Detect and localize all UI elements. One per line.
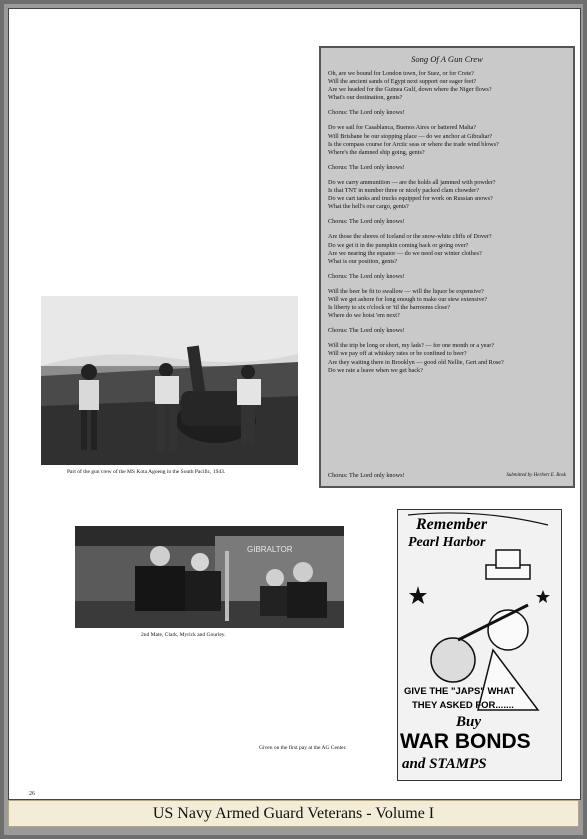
poem-line: Will we pay off at whiskey rates or be confined to beer? <box>328 350 467 358</box>
poem-line: Are we headed for the Guinea Gulf, down where the Niger flows? <box>328 86 492 94</box>
chorus-line: Chorus: The Lord only knows! <box>328 218 405 226</box>
poem-line: Will Brisbane be our stopping place — do we anchor at Gibraltar? <box>328 132 493 140</box>
poem-line: Do we carry ammunition — are the holds all jammed with powder? <box>328 178 496 186</box>
poem-line: Will we get ashore for long enough to make our stew extensive? <box>328 295 488 303</box>
mates-sign-text: GIBRALTOR <box>247 545 293 554</box>
poster-pearl-harbor: Pearl Harbor <box>408 535 486 550</box>
poem-line: Is that TNT in number three or nicely packed clam chowder? <box>328 187 479 195</box>
footer-banner <box>8 800 579 827</box>
poster-buy: Buy <box>456 714 482 730</box>
poem-line: What is our position, gents? <box>328 257 398 265</box>
poem-line: Will the trip be long or short, my lads? — for one month or a year? <box>328 342 495 350</box>
poem-title: Song Of A Gun Crew <box>411 54 483 64</box>
poster-caption: Given on the first pay at the AG Center. <box>259 745 347 751</box>
poster-war-bonds: WAR BONDS <box>400 730 531 753</box>
poem-line: Do we cart tanks and trucks equipped for work on Russian snows? <box>328 195 493 203</box>
poem-line: Where's the damned ship going, gents? <box>328 148 425 156</box>
chorus-line: Chorus: The Lord only knows! <box>328 272 405 280</box>
stanza <box>328 70 566 102</box>
poem-line: What's our destination, gents? <box>328 94 403 102</box>
stanza <box>328 288 566 320</box>
poem-line: What the hell's our cargo, gents? <box>328 203 409 211</box>
poem-line: Will the beer be fit to swallow — will the liquor be expensive? <box>328 287 484 295</box>
stanza <box>328 179 566 211</box>
poem-line: Is the compass course for Arctic seas or where the trade wind blows? <box>328 140 499 148</box>
poem-line: Are they waiting there in Brooklyn — good old Nellie, Gert and Rose? <box>328 358 504 366</box>
poem-footer <box>328 472 566 480</box>
poem-line: Do we get it in the pumpkin coming back or going over? <box>328 241 469 249</box>
poem-line: Are we nearing the equator — do we need our winter clothes? <box>328 249 482 257</box>
stanza <box>328 233 566 265</box>
poem-line: Do we rate a leave when we get back? <box>328 366 423 374</box>
mates-caption: 2nd Mate, Clark, Myrick and Gourley. <box>141 632 226 638</box>
chorus-line: Chorus: The Lord only knows! <box>328 163 405 171</box>
stanza <box>328 342 566 374</box>
poem-line: Oh, are we bound for London town, for Suez, or for Crete? <box>328 70 475 77</box>
scanned-page <box>8 8 581 800</box>
poem-line: Do we sail for Casablanca, Buenos Aires or battered Malta? <box>328 124 477 132</box>
war-bonds-poster <box>397 509 562 781</box>
poster-asked-line: THEY ASKED FOR....... <box>412 700 514 711</box>
footer-title: US Navy Armed Guard Veterans - Volume I <box>152 805 435 822</box>
poem-line: Where do we hoist 'em next? <box>328 312 400 320</box>
chorus-line: Chorus: The Lord only knows! <box>328 109 405 117</box>
mates-photo <box>75 526 344 628</box>
gun-crew-caption: Part of the gun crew of the MS Kota Agoeng in the South Pacific, 1943. <box>67 469 226 475</box>
poster-stamps: and STAMPS <box>402 756 487 772</box>
poster-remember: Remember <box>416 516 488 533</box>
page-number: 26 <box>29 791 35 797</box>
gun-crew-photo <box>41 296 298 465</box>
chorus-line: Chorus: The Lord only knows! <box>328 472 405 479</box>
poem-line: Are those the shores of Iceland or the snow-white cliffs of Dover? <box>328 233 492 241</box>
stanza <box>328 124 566 156</box>
poem-line: Will the ancient sands of Egypt next support our eager feet? <box>328 78 477 86</box>
poem-line: Is liberty to six o'clock or 'til the barrooms close? <box>328 304 450 312</box>
poster-give-line: GIVE THE "JAPS" WHAT <box>404 686 516 697</box>
poem-box <box>319 46 575 488</box>
chorus-line: Chorus: The Lord only knows! <box>328 327 405 335</box>
poem-credit: Submitted by Herbert E. Bosk <box>506 473 566 478</box>
